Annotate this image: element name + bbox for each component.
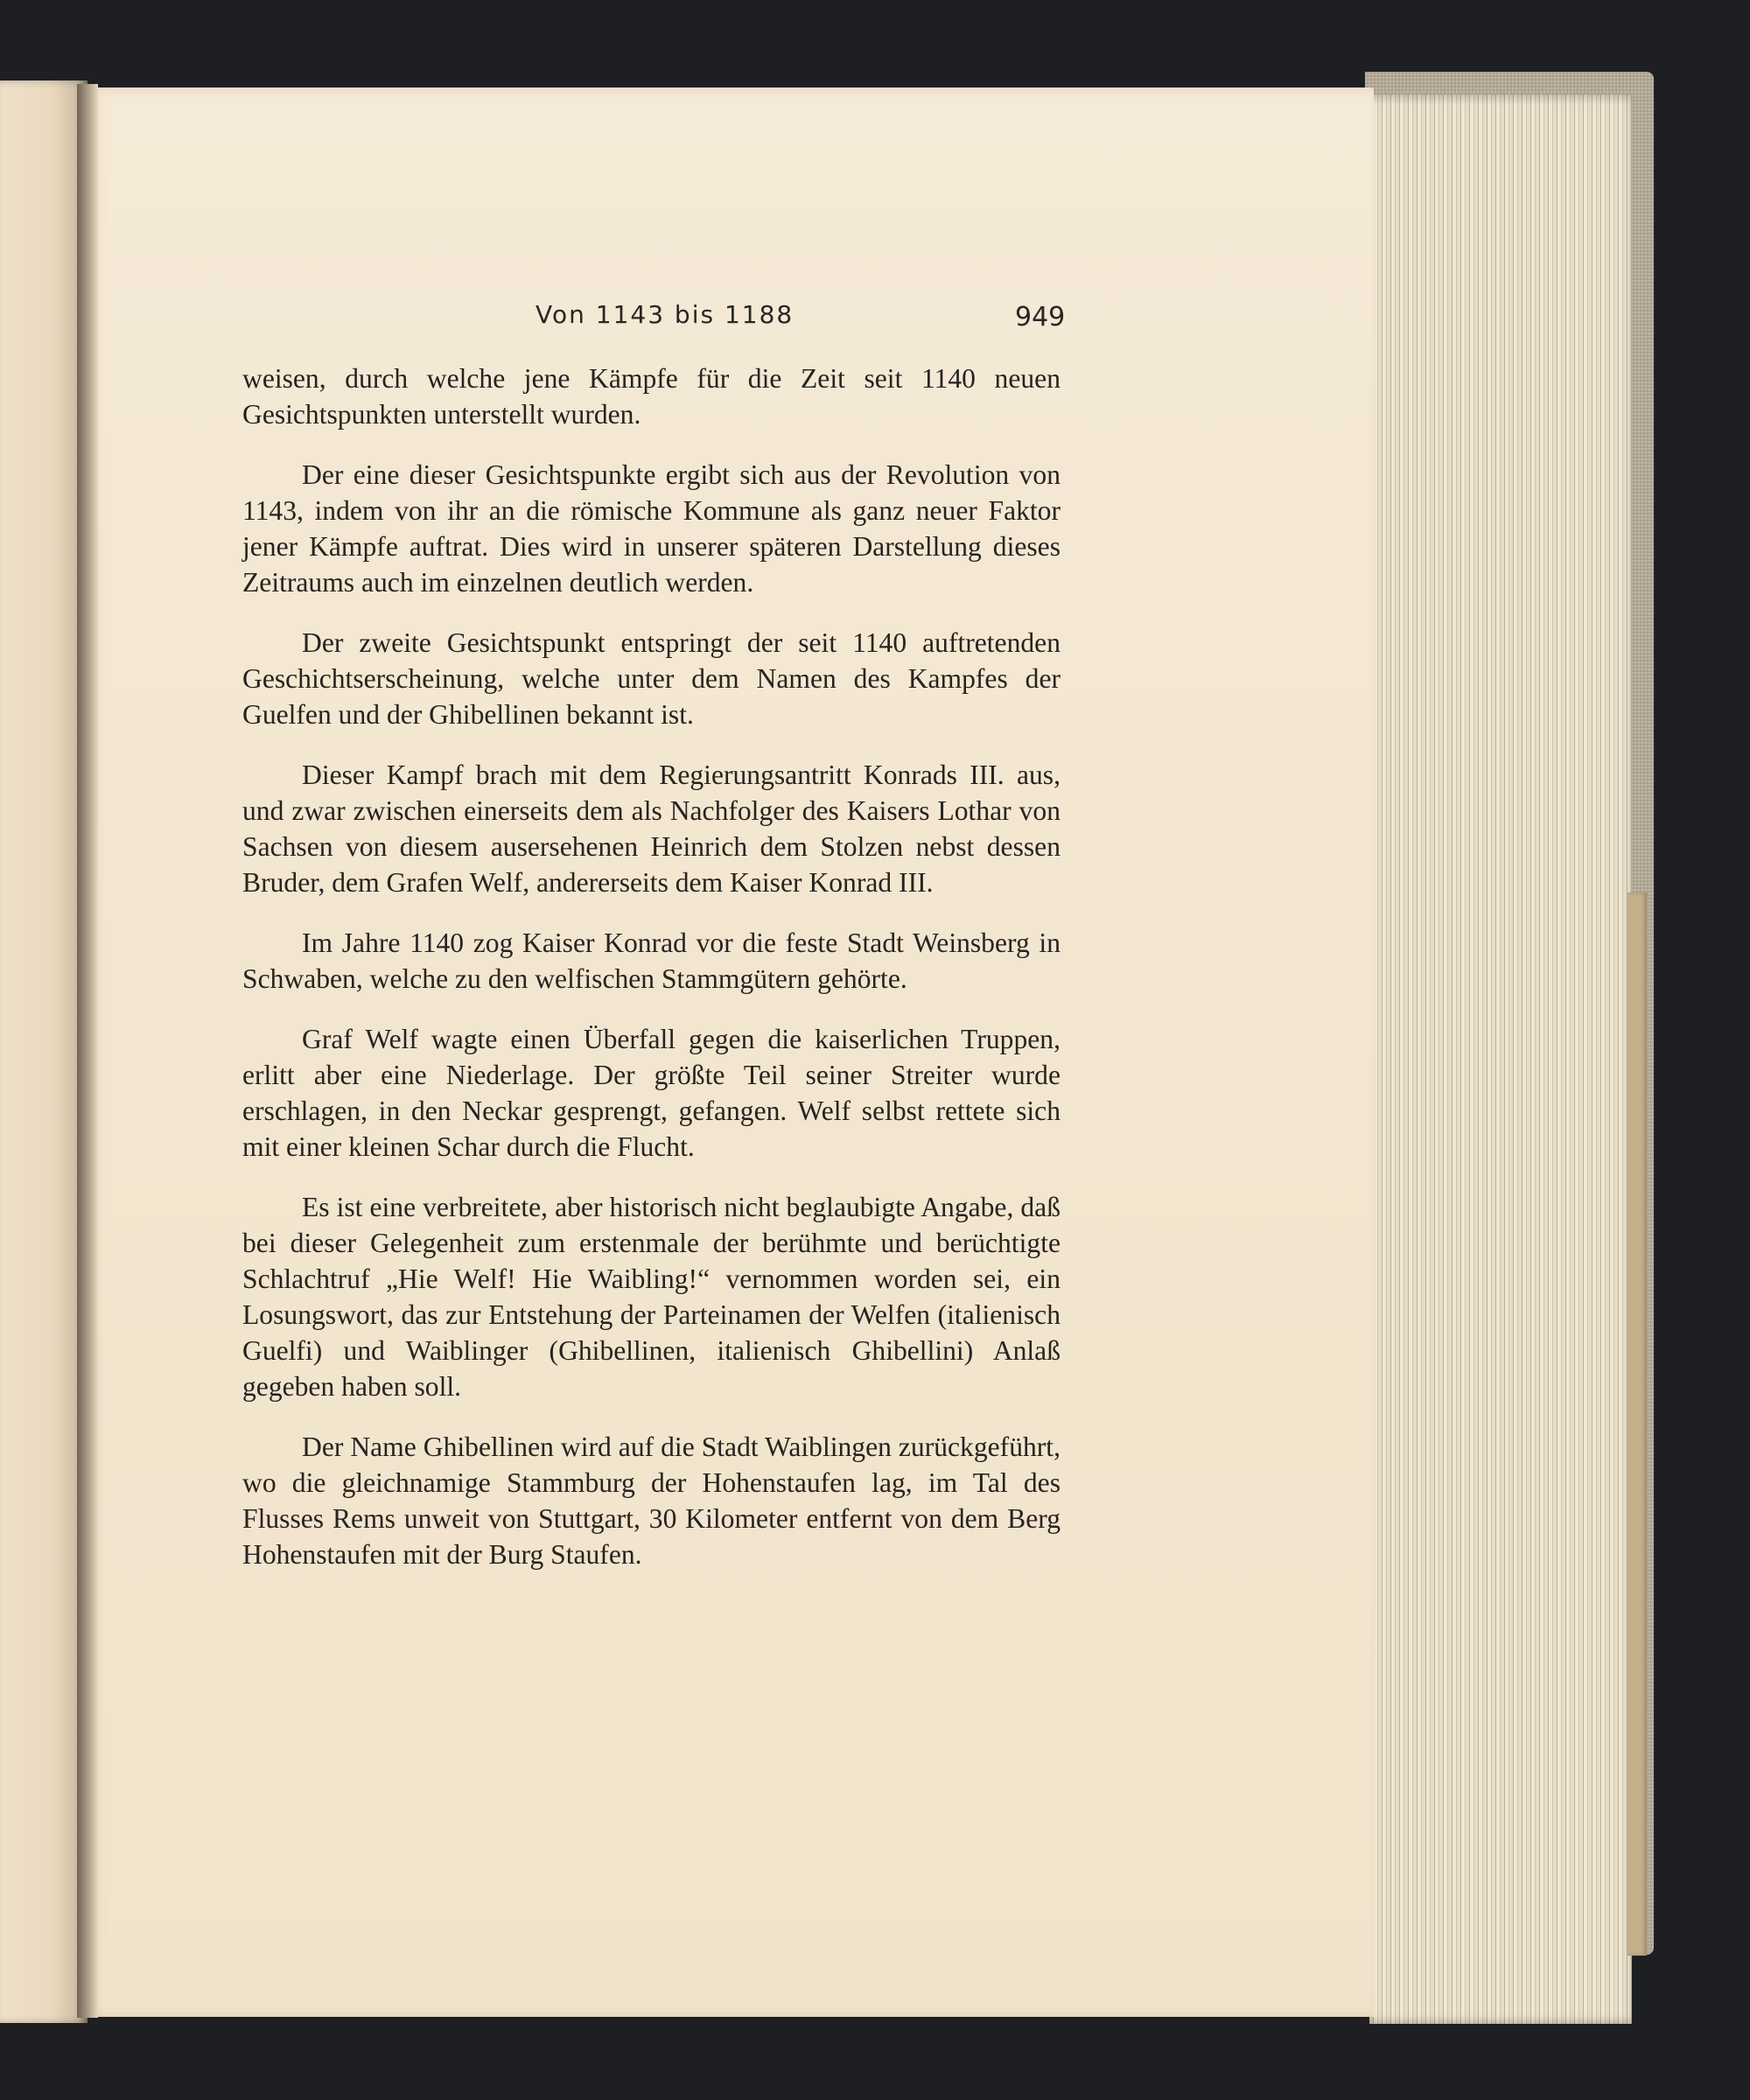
running-head: Von 1143 bis 1188 <box>536 300 794 329</box>
paragraph: Der eine dieser Gesichtspunkte ergibt sich aus der Revolution von 1143, indem von ihr an die römische Kommune als ganz neuer Faktor jener Kämpfe auftrat. Dies wird in unserer späteren Darstellung dieses Zeitraums auch im einzelnen deutlich werden. <box>242 459 1060 598</box>
paragraph: Im Jahre 1140 zog Kaiser Konrad vor die feste Stadt Weinsberg in Schwaben, welche zu den welfischen Stammgütern gehörte. <box>242 928 1060 994</box>
paragraph: weisen, durch welche jene Kämpfe für die Zeit seit 1140 neuen Gesichtspunkten unterstellt wurden. <box>242 363 1060 430</box>
page-stack-edges <box>1369 94 1632 2024</box>
paragraph: Der zweite Gesichtspunkt entspringt der seit 1140 auftretenden Geschichtserscheinung, welche unter dem Namen des Kampfes der Guelfen und der Ghibellinen bekannt ist. <box>242 627 1060 730</box>
bookmark-strip <box>1628 892 1647 1956</box>
page-number: 949 <box>1015 302 1066 332</box>
paragraph: Graf Welf wagte einen Überfall gegen die kaiserlichen Truppen, erlitt aber eine Niederlage. Der größte Teil seiner Streiter wurde erschlagen, in den Neckar gesprengt, gefangen. Welf selbst rettete sich mit einer kleinen Schar durch die Flucht. <box>242 1024 1060 1162</box>
book-gutter <box>77 84 98 2018</box>
body-text <box>242 360 1060 1597</box>
paragraph: Dieser Kampf brach mit dem Regierungsantritt Konrads III. aus, und zwar zwischen einerseits dem als Nachfolger des Kaisers Lothar von Sachsen von diesem ausersehenen Heinrich dem Stolzen nebst dessen Bruder, dem Grafen Welf, andererseits dem Kaiser Konrad III. <box>242 760 1060 898</box>
paragraph: Es ist eine verbreitete, aber historisch nicht beglaubigte Angabe, daß bei dieser Gelegenheit zum erstenmale der berühmte und berüchtigte Schlachtruf „Hie Welf! Hie Waibling!“ vernommen worden sei, ein Losungswort, das zur Entstehung der Parteinamen der Welfen (italienisch Guelfi) und Waiblinger (Ghibellinen, italienisch Ghibellini) Anlaß gegeben haben soll. <box>242 1192 1060 1402</box>
facing-page-edge <box>0 80 88 2023</box>
paragraph: Der Name Ghibellinen wird auf die Stadt Waiblingen zurückgeführt, wo die gleichnamige Stammburg der Hohenstaufen lag, im Tal des Flusses Rems unweit von Stuttgart, 30 Kilometer entfernt von dem Berg Hohenstaufen mit der Burg Staufen. <box>242 1432 1060 1570</box>
